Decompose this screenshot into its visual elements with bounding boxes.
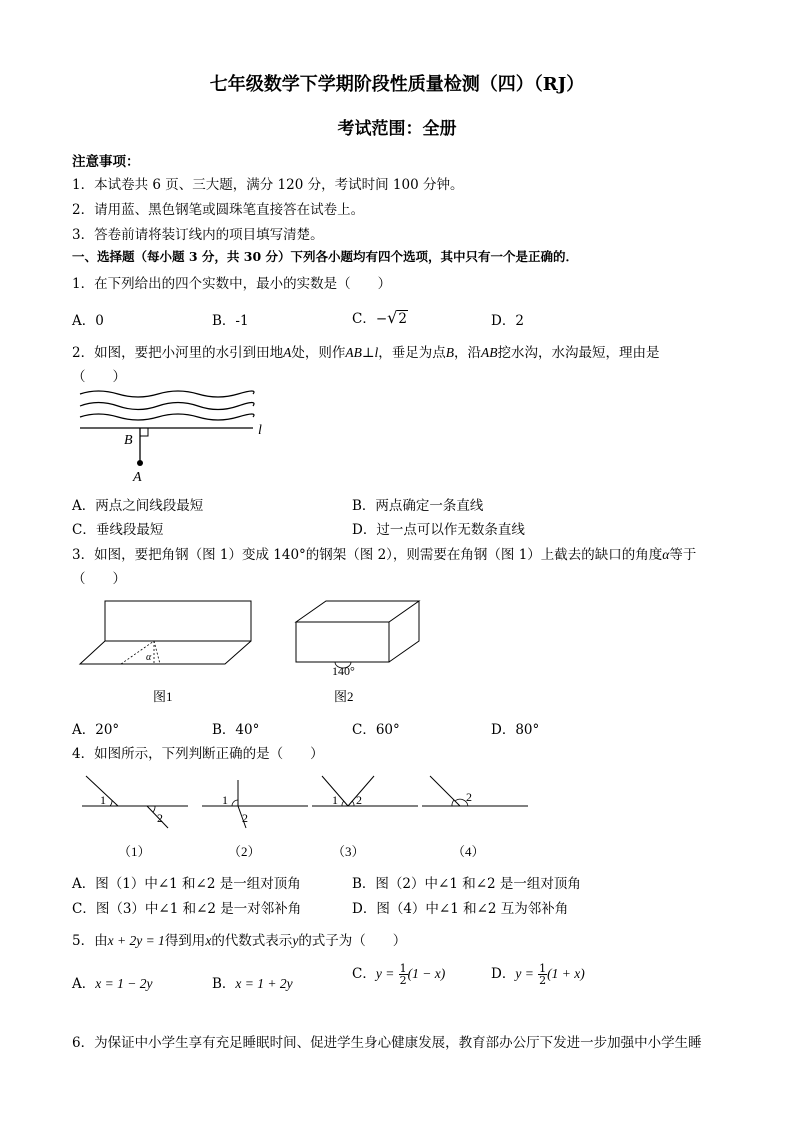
q3-option-c: C．60° [352, 722, 400, 738]
option-expr: x = 1 + 2y [235, 976, 293, 991]
stem-part: 的代数式表示 [211, 933, 293, 949]
fraction [399, 963, 408, 986]
numerator: 1 [539, 962, 547, 975]
q4-option-d: D．图（4）中∠1 和∠2 互为邻补角 [352, 901, 569, 917]
angle-2-label: 2 [157, 811, 163, 825]
option-rhs: (1 − x) [407, 966, 446, 981]
q5-option-b [212, 972, 293, 992]
angle-arc [153, 806, 155, 812]
frame-top-face [296, 601, 419, 622]
stem-part: 等于 [669, 547, 697, 563]
option-expr: x = 1 − 2y [95, 976, 153, 991]
minus-sign: − [375, 311, 388, 327]
angle-arc [110, 800, 112, 806]
option-label: A． [72, 976, 96, 992]
denominator: 2 [399, 974, 407, 987]
q2-option-c: C．垂线段最短 [72, 522, 164, 538]
fraction [538, 963, 547, 986]
section-heading: 一、选择题（每小题 3 分，共 30 分）下列各小题均有四个选项，其中只有一个是正确的． [72, 249, 579, 264]
angle-1-label: 1 [430, 789, 436, 803]
var-x: x [205, 933, 212, 948]
question-3-paren: （ ） [72, 571, 126, 587]
var-a: A [283, 345, 292, 360]
fig1-caption: 图1 [153, 689, 173, 704]
question-1-stem: 1．在下列给出的四个实数中，最小的实数是（ ） [72, 276, 392, 292]
q2-option-d: D．过一点可以作无数条直线 [352, 522, 525, 538]
option-label: D． [491, 966, 516, 982]
question-3-stem [72, 543, 696, 563]
option-lhs: y = [515, 966, 534, 981]
equation: x + 2y = 1 [107, 933, 165, 948]
fig2-caption: 图2 [334, 689, 354, 704]
q4-option-a: A．图（1）中∠1 和∠2 是一组对顶角 [72, 876, 301, 892]
river-wave [80, 403, 254, 410]
q1-option-c [352, 307, 408, 327]
fig-caption: （4） [452, 844, 485, 859]
q1-option-a: A．0 [72, 313, 104, 329]
stem-part: ，沿 [454, 345, 482, 361]
steel-horizontal-face [80, 641, 251, 664]
var-b: B [445, 345, 455, 360]
angle-1-label: 1 [332, 793, 338, 807]
angle-2-label: 2 [242, 811, 248, 825]
numerator: 1 [399, 962, 407, 975]
label-a: A [133, 470, 142, 485]
angle-1-label: 1 [100, 793, 106, 807]
fig-caption: （1） [118, 844, 151, 859]
var-alpha: α [662, 547, 670, 562]
q4-option-c: C．图（3）中∠1 和∠2 是一对邻补角 [72, 901, 302, 917]
river-wave [80, 414, 254, 420]
option-label: C． [352, 966, 376, 982]
sqrt-symbol: √ [387, 308, 398, 327]
radicand: 2 [398, 311, 407, 327]
stem-part: 3．如图，要把角钢（图 1）变成 140°的钢架（图 2），则需要在角钢（图 1）上截去的缺口的角度 [72, 547, 663, 563]
question-4-stem: 4．如图所示，下列判断正确的是（ ） [72, 746, 324, 762]
option-label: B． [212, 976, 236, 992]
angle-arc [452, 800, 454, 806]
alpha-label: α [146, 652, 152, 663]
angle-2-label: 2 [356, 793, 362, 807]
river-wave [80, 391, 254, 397]
fig-caption: （2） [228, 844, 261, 859]
q5-option-d [491, 962, 585, 986]
fig-caption: （3） [332, 844, 365, 859]
option-rhs: (1 + x) [547, 966, 585, 981]
angle-arc [352, 801, 354, 806]
var-y: y [292, 933, 299, 948]
stem-part: 得到用 [164, 933, 206, 949]
right-angle-mark [140, 428, 148, 436]
page-title: 七年级数学下学期阶段性质量检测（四）（RJ） [209, 74, 585, 95]
q5-option-a [72, 972, 152, 992]
q1-option-c-label: C． [352, 311, 376, 327]
angle-2-label: 2 [466, 790, 472, 804]
angle-figure-2 [200, 770, 312, 862]
option-lhs: y = [375, 966, 395, 981]
steel-vertical-face [105, 601, 251, 641]
q3-option-a: A．20° [72, 722, 120, 738]
stem-part: ，垂足为点 [378, 345, 446, 361]
stem-part: 的式子为（ ） [298, 933, 407, 949]
stem-part: 5．由 [72, 933, 108, 949]
q4-option-b: B．图（2）中∠1 和∠2 是一组对顶角 [352, 876, 581, 892]
expr-ab-perp-l: AB⊥l [345, 345, 379, 360]
notch-line [154, 641, 160, 664]
q2-option-b: B．两点确定一条直线 [352, 498, 484, 514]
expr-ab: AB [481, 345, 498, 360]
frame-side-face [389, 601, 419, 662]
label-l: l [258, 423, 262, 438]
frame-front-face [296, 622, 389, 662]
q3-option-b: B．40° [212, 722, 260, 738]
angle-figure-4 [420, 770, 535, 862]
stem-part: 2．如图，要把小河里的水引到田地 [72, 345, 284, 361]
angle-arc [232, 800, 238, 806]
angle-figure-3 [310, 770, 422, 862]
note-item: 3．答卷前请将装订线内的项目填写清楚。 [72, 227, 324, 243]
angle-steel-figure-1 [78, 597, 278, 707]
angle-1-label: 1 [222, 793, 228, 807]
angle-figure-1 [80, 770, 192, 862]
angle-140-label: 140° [332, 664, 355, 678]
notes-heading: 注意事项： [72, 154, 140, 170]
angle-steel-figure-2 [288, 597, 428, 707]
denominator: 2 [539, 974, 547, 987]
question-2-paren: （ ） [72, 369, 126, 385]
q2-option-a: A．两点之间线段最短 [72, 498, 204, 514]
question-2-stem [72, 341, 660, 361]
stem-part: 处，则作 [291, 345, 346, 361]
angle-arc [342, 801, 344, 806]
label-b: B [124, 433, 133, 448]
q5-option-c [352, 962, 445, 986]
river-figure [78, 386, 278, 486]
question-6-stem: 6．为保证中小学生享有充足睡眠时间、促进学生身心健康发展，教育部办公厅下发进一步加强中小学生睡 [72, 1035, 702, 1051]
note-item: 1．本试卷共 6 页、三大题，满分 120 分，考试时间 100 分钟。 [72, 177, 464, 193]
question-5-stem [72, 929, 406, 949]
q1-option-b: B．-1 [212, 313, 249, 329]
q1-option-d: D．2 [491, 313, 524, 329]
q3-option-d: D．80° [491, 722, 540, 738]
note-item: 2．请用蓝、黑色钢笔或圆珠笔直接答在试卷上。 [72, 202, 365, 218]
point-a [137, 460, 143, 466]
page-subtitle: 考试范围：全册 [337, 119, 457, 139]
stem-part: 挖水沟，水沟最短，理由是 [497, 345, 660, 361]
